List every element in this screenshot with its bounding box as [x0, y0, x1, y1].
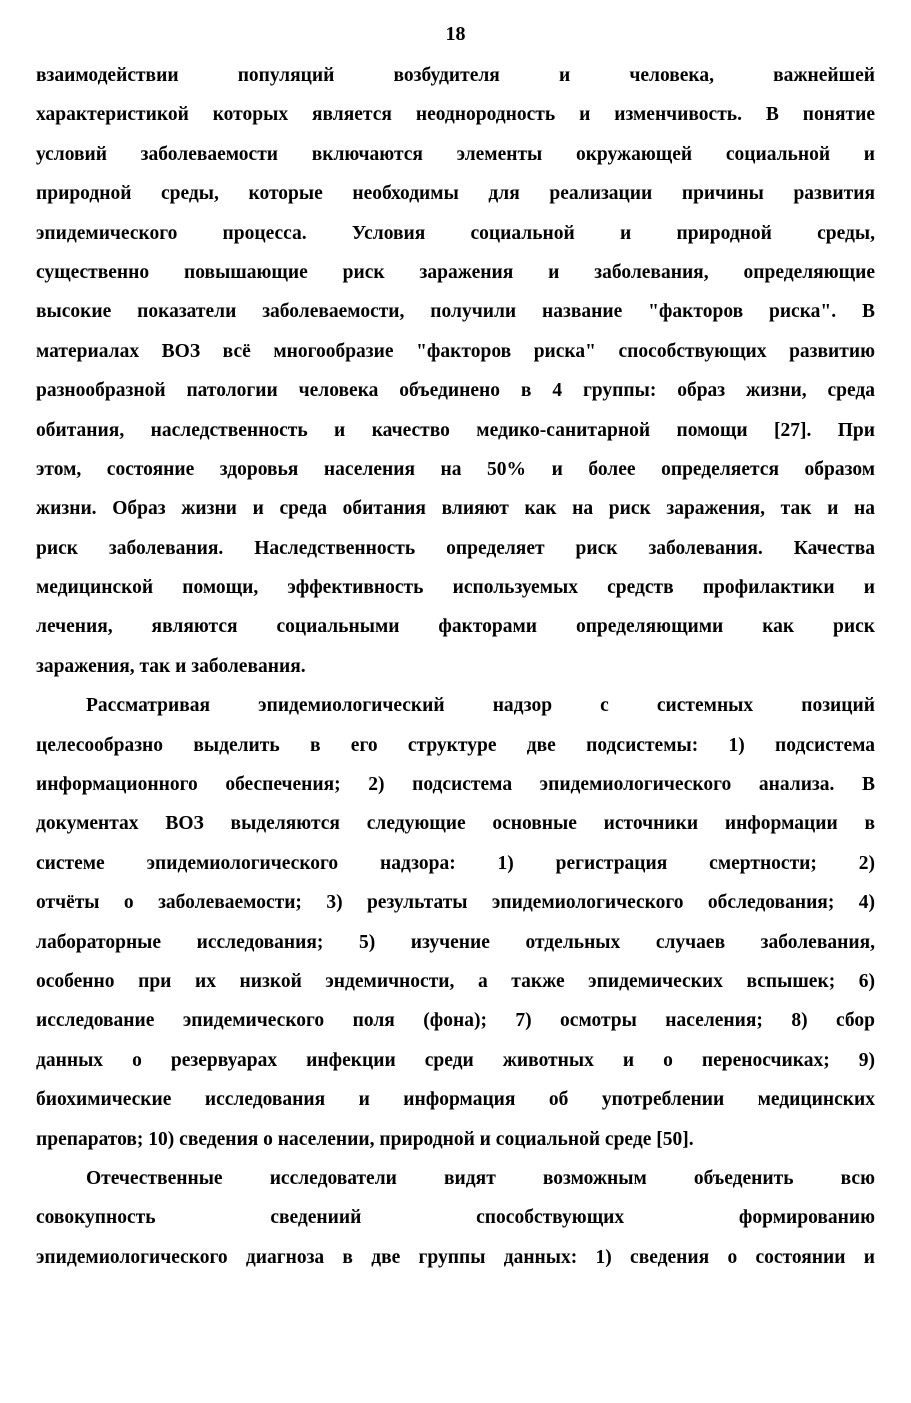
text-line: природной среды, которые необходимы для реализации причины развития [36, 183, 875, 205]
text-line: взаимодействии популяций возбудителя и человека, важнейшей [36, 65, 875, 86]
text-line: исследование эпидемического поля (фона); 7) осмотры населения; 8) сбор [36, 1010, 875, 1032]
text-line: характеристикой которых является неоднородность и изменчивость. В понятие [36, 104, 875, 126]
text-line: отчёты о заболеваемости; 3) результаты эпидемиологического обследования; 4) [36, 892, 875, 914]
text-line: информационного обеспечения; 2) подсистема эпидемиологического анализа. В [36, 774, 875, 796]
text-line: существенно повышающие риск заражения и заболевания, определяющие [36, 261, 875, 283]
text-line: эпидемического процесса. Условия социальной и природной среды, [36, 222, 875, 244]
text-line: обитания, наследственность и качество медико-санитарной помощи [27]. При [36, 419, 875, 441]
text-line: высокие показатели заболеваемости, получили название "факторов риска". В [36, 301, 875, 323]
text-line: Рассматривая эпидемиологический надзор с системных позиций [86, 695, 875, 717]
text-line: Отечественные исследователи видят возможным объеденить всю [86, 1167, 875, 1189]
page-number: 18 [445, 23, 466, 45]
text-line: этом, состояние здоровья населения на 50% и более определяется образом [36, 458, 875, 480]
text-line: документах ВОЗ выделяются следующие основные источники информации в [36, 813, 875, 835]
text-line: риск заболевания. Наследственность определяет риск заболевания. Качества [36, 537, 875, 559]
text-line: целесообразно выделить в его структуре две подсистемы: 1) подсистема [36, 734, 875, 756]
text-line: жизни. Образ жизни и среда обитания влияют как на риск заражения, так и на [36, 498, 875, 520]
text-line: разнообразной патологии человека объединено в 4 группы: образ жизни, среда [36, 380, 875, 402]
text-line: системе эпидемиологического надзора: 1) регистрация смертности; 2) [36, 852, 875, 874]
text-line: совокупность сведениий способствующих формированию [36, 1207, 875, 1229]
text-line: лечения, являются социальными факторами определяющими как риск [36, 616, 875, 638]
text-line: условий заболеваемости включаются элементы окружающей социальной и [36, 143, 875, 165]
text-line: данных о резервуарах инфекции среди животных и о переносчиках; 9) [36, 1049, 875, 1071]
text-line: эпидемиологического диагноза в две группы данных: 1) сведения о состоянии и [36, 1246, 875, 1268]
text-line: материалах ВОЗ всё многообразие "факторов риска" способствующих развитию [36, 340, 875, 362]
text-line: лабораторные исследования; 5) изучение отдельных случаев заболевания, [36, 931, 875, 953]
text-line: медицинской помощи, эффективность используемых средств профилактики и [36, 577, 875, 599]
text-line: особенно при их низкой эндемичности, а также эпидемических вспышек; 6) [36, 970, 875, 992]
text-line: препаратов; 10) сведения о населении, природной и социальной среде [50]. [36, 1128, 694, 1150]
text-line: заражения, так и заболевания. [36, 655, 306, 677]
body-text [36, 56, 875, 1277]
text-line: биохимические исследования и информация об употреблении медицинских [36, 1089, 875, 1111]
